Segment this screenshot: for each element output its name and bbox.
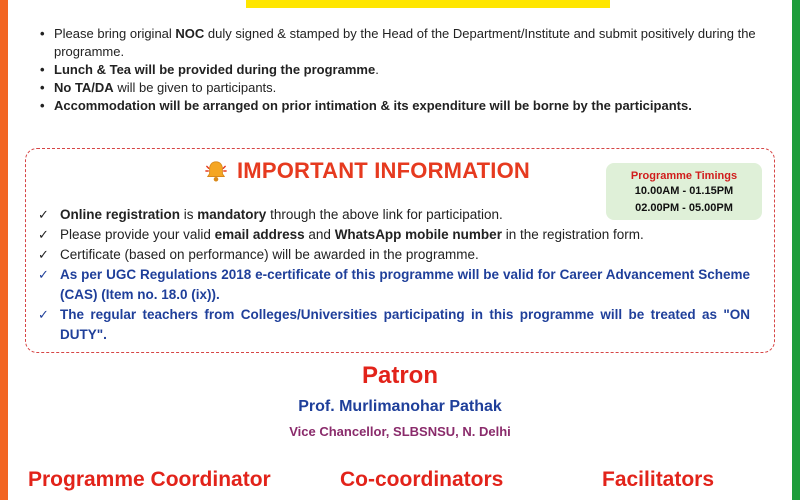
info-item: ✓ Online registration is mandatory through the above link for participation. [38, 205, 750, 225]
rule-item: • Lunch & Tea will be provided during the programme. [40, 61, 770, 79]
checkmark-icon: ✓ [38, 227, 49, 242]
important-info-heading [205, 158, 530, 184]
bell-icon [205, 159, 227, 183]
important-info-list [38, 205, 750, 345]
facilitators-heading: Facilitators [602, 468, 715, 491]
checkmark-icon: ✓ [38, 247, 49, 262]
co-coordinators-heading: Co-coordinators [340, 468, 504, 491]
info-item: ✓ Certificate (based on performance) will be awarded in the programme. [38, 245, 750, 265]
rule-item: • Accommodation will be arranged on prior intimation & its expenditure will be borne by the participants. [40, 97, 770, 115]
heading-banner-edge [246, 0, 610, 8]
timing-slot: 10.00AM - 01.15PM [634, 185, 734, 197]
patron-heading: Patron [361, 362, 438, 389]
patron-name: Prof. Murlimanohar Pathak [298, 398, 502, 415]
checkmark-icon: ✓ [38, 267, 49, 282]
programme-coordinator-heading: Programme Coordinator [28, 468, 271, 491]
checkmark-icon: ✓ [38, 307, 49, 322]
patron-role: Vice Chancellor, SLBSNSU, N. Delhi [289, 424, 511, 439]
info-item: ✓ The regular teachers from Colleges/Universities participating in this programme will be treated as "ON DUTY". [38, 307, 750, 342]
rule-item: • Please bring original NOC duly signed & stamped by the Head of the Department/Institute and submit positively during the programme. [40, 25, 770, 61]
important-info-title: IMPORTANT INFORMATION [237, 158, 531, 183]
timings-heading: Programme Timings [630, 170, 738, 182]
checkmark-icon: ✓ [38, 207, 49, 222]
info-item: ✓ Please provide your valid email address and WhatsApp mobile number in the registration form. [38, 225, 750, 245]
timing-slot: 02.00PM - 05.00PM [635, 202, 733, 214]
info-item: ✓ As per UGC Regulations 2018 e-certificate of this programme will be valid for Career Advancement Scheme (CAS) (Item no. 18.0 (ix)). [38, 267, 750, 302]
rule-item: • No TA/DA will be given to participants. [40, 79, 770, 97]
rules-list [40, 25, 770, 115]
